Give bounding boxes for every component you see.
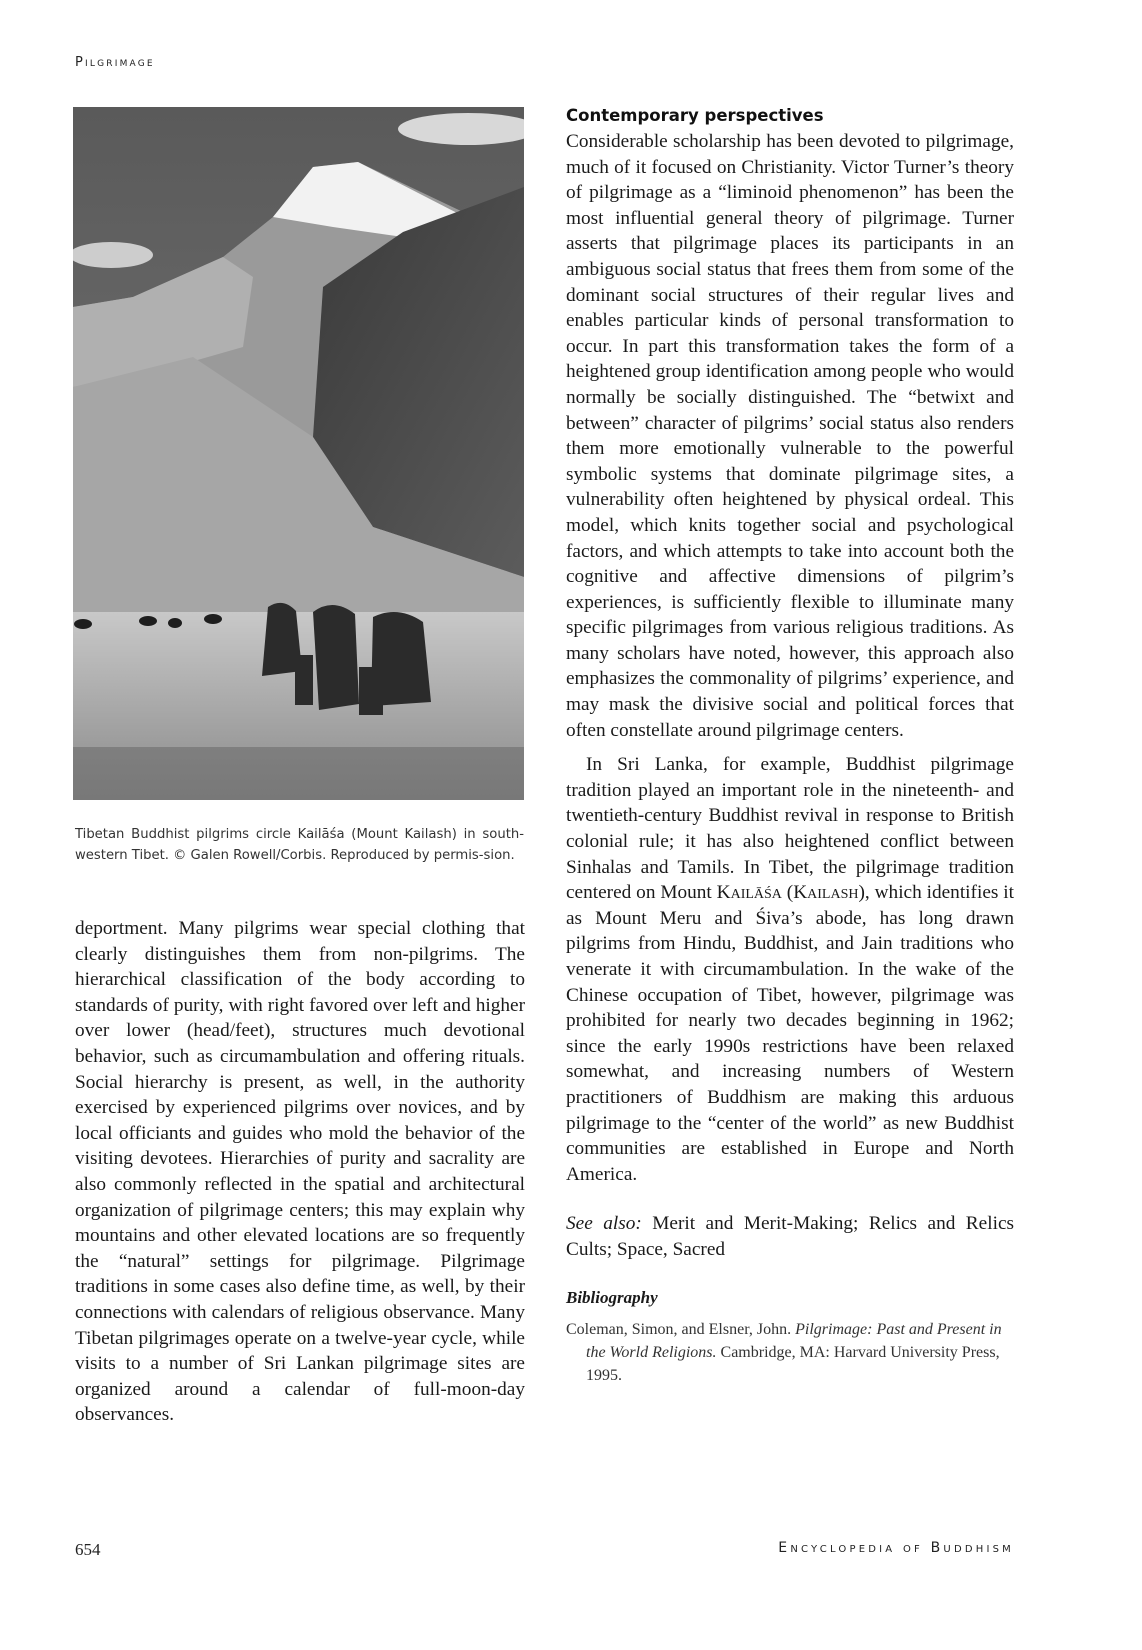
see-also-label: See also: — [566, 1213, 642, 1235]
body-paragraph: deportment. Many pilgrims wear special clothing that clearly distinguishes them from non-pilgrims. The hierarchical classification of the body according to standards of purity, with right favored over left and higher over lower (head/feet), structures much devotional behavior, such as circumambulation and offering rituals. Social hierarchy is present, as well, in the authority exercised by experienced pilgrims over novices, and by local officiants and guides who mold the behavior of the visiting devotees. Hierarchies of purity and sacrality are also commonly reflected in the spatial and architectural organization of pilgrimage centers; this may explain why mountains and other elevated locations are so frequently the “natural” settings for pilgrimage. Pilgrimage traditions in some cases also define time, as well, by their connections with calendars of religious observance. Many Tibetan pilgrimages operate on a twelve-year cycle, while visits to a number of Sri Lankan pilgrimage sites are organized around a calendar of full-moon-day observances. — [75, 918, 525, 1426]
bibliography-authors: Coleman, Simon, and Elsner, John. — [566, 1321, 796, 1339]
paragraph-2-text-a: In Sri Lanka, for example, Buddhist pilgrimage tradition played an important role in the nineteenth- and twentieth-century Buddhist revival in response to British colonial rule; it has also heightened conflict between Sinhalas and Tamils. In Tibet, the pilgrimage tradition centered on Mount — [566, 754, 1014, 904]
bibliography-title: Pilgrimage: Past and Present in the World Religions. — [586, 1321, 1002, 1362]
publication-title: Encyclopedia of Buddhism — [778, 1540, 1014, 1556]
bibliography-publication: Cambridge, MA: Harvard University Press, 1995. — [586, 1344, 1000, 1385]
see-also-links[interactable]: Merit and Merit-Making; Relics and Relics Cults; Space, Sacred — [566, 1213, 1015, 1260]
cross-reference-kailash[interactable]: Kailash — [793, 882, 859, 904]
body-paragraph-2 — [566, 752, 1014, 1187]
body-paragraph-1: Considerable scholarship has been devoted to pilgrimage, much of it focused on Christianity. Victor Turner’s theory of pilgrimage as a “liminoid phenomenon” has been the most influential general theory of pilgrimage. Turner asserts that pilgrimage places its participants in an ambiguous social status that frees them from some of the dominant social structures of their regular lives and enables particular kinds of personal transformation to occur. In part this transformation takes the form of a heightened group identification among people who would normally be socially distinguished. The “betwixt and between” character of pilgrims’ social status also renders them more emotionally vulnerable to the powerful symbolic systems that dominate pilgrimage sites, a vulnerability often heightened by physical ordeal. This model, which knits together social and psychological factors, and which attempts to take into account both the cognitive and affective dimensions of pilgrim’s experiences, is sufficiently flexible to illuminate many specific pilgrimages from various religious traditions. As many scholars have noted, however, this approach also emphasizes the commonality of pilgrims’ experience, and may mask the divisive social and political forces that often constellate around pilgrimage centers. — [566, 131, 1014, 741]
right-column — [566, 103, 1014, 1387]
section-heading: Contemporary perspectives — [566, 106, 824, 125]
bibliography-entry — [566, 1318, 1014, 1387]
running-head: Pilgrimage — [75, 55, 155, 70]
mountain-photo-illustration — [73, 107, 524, 800]
paren-open: ( — [781, 882, 794, 904]
see-also — [566, 1211, 1014, 1262]
figure-photo — [73, 107, 524, 800]
page-number: 654 — [75, 1540, 101, 1559]
cross-reference-kailasa[interactable]: Kailāśa — [716, 882, 782, 904]
figure-caption: Tibetan Buddhist pilgrims circle Kailāśa (Mount Kailash) in south-western Tibet. © Galen Rowell/Corbis. Reproduced by permis-sion. — [75, 827, 524, 863]
paragraph-2-text-b: ), which identifies it as Mount Meru and Śiva’s abode, has long drawn pilgrims from Hindu, Buddhist, and Jain traditions who venerate it with circumambulation. In the wake of the Chinese occupation of Tibet, however, pilgrimage was prohibited for nearly two decades beginning in 1962; since the early 1990s restrictions have been relaxed somewhat, and increasing numbers of Western practitioners of Buddhism are making this arduous pilgrimage to the “center of the world” as new Buddhist communities are established in Europe and North America. — [566, 882, 1014, 1185]
bibliography-heading: Bibliography — [566, 1287, 658, 1307]
left-column — [75, 916, 525, 1428]
